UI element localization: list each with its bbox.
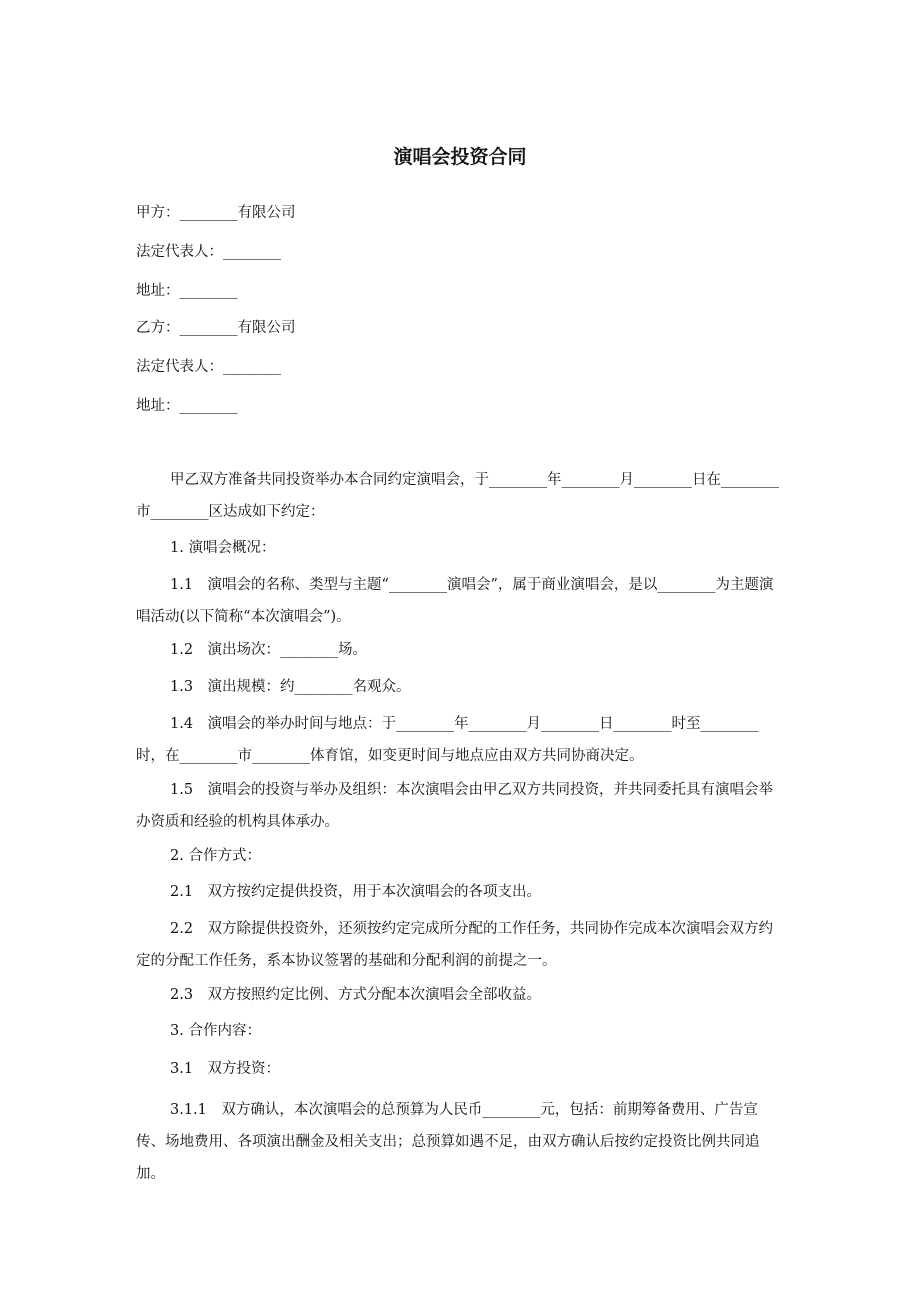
clause-2-3: 2.3 双方按照约定比例、方式分配本次演唱会全部收益。 (170, 987, 542, 1003)
clause-1-5: 1.5 演唱会的投资与举办及组织：本次演唱会由甲乙双方共同投资，并共同委托具有演唱会举办资质和经验的机构具体承办。 (136, 782, 774, 830)
section-1-heading: 1. 演唱会概况： (170, 540, 276, 556)
section-2-heading: 2. 合作方式： (170, 848, 261, 864)
party-b-address-line: 地址：________ (136, 398, 238, 414)
section-3-heading: 3. 合作内容： (170, 1023, 261, 1039)
clause-3-1: 3.1 双方投资： (170, 1061, 281, 1077)
clause-3-1-1: 3.1.1 双方确认，本次演唱会的总预算为人民币________元，包括：前期筹备费用、广告宣传、场地费用、各项演出酬金及相关支出；总预算如遇不足，由双方确认后按约定投资比例共同追加。 (136, 1102, 760, 1182)
clause-2-2: 2.2 双方除提供投资外，还须按约定完成所分配的工作任务，共同协作完成本次演唱会双方约定的分配工作任务，系本协议签署的基础和分配利润的前提之一。 (136, 921, 774, 969)
document-title: 演唱会投资合同 (393, 146, 527, 168)
party-b-representative-line: 法定代表人：________ (136, 359, 281, 375)
party-a-address-line: 地址：________ (136, 283, 238, 299)
clause-1-4: 1.4 演唱会的举办时间与地点：于________年________月________日________时至________时，在________市________体育馆，如变更时间与地点应由双方共同协商决定。 (136, 716, 759, 764)
party-b-line: 乙方：________有限公司 (136, 320, 296, 336)
clause-1-3: 1.3 演出规模：约________名观众。 (170, 679, 411, 695)
party-a-line: 甲方：________有限公司 (136, 205, 296, 221)
party-a-representative-line: 法定代表人：________ (136, 244, 281, 260)
clause-2-1: 2.1 双方按约定提供投资，用于本次演唱会的各项支出。 (170, 884, 542, 900)
clause-1-1: 1.1 演唱会的名称、类型与主题“________演唱会”，属于商业演唱会，是以________为主题演唱活动(以下简称“本次演唱会”)。 (136, 577, 774, 625)
clause-1-2: 1.2 演出场次：________场。 (170, 642, 368, 658)
intro-paragraph: 甲乙双方准备共同投资举办本合同约定演唱会，于________年________月________日在________市________区达成如下约定： (136, 472, 779, 520)
